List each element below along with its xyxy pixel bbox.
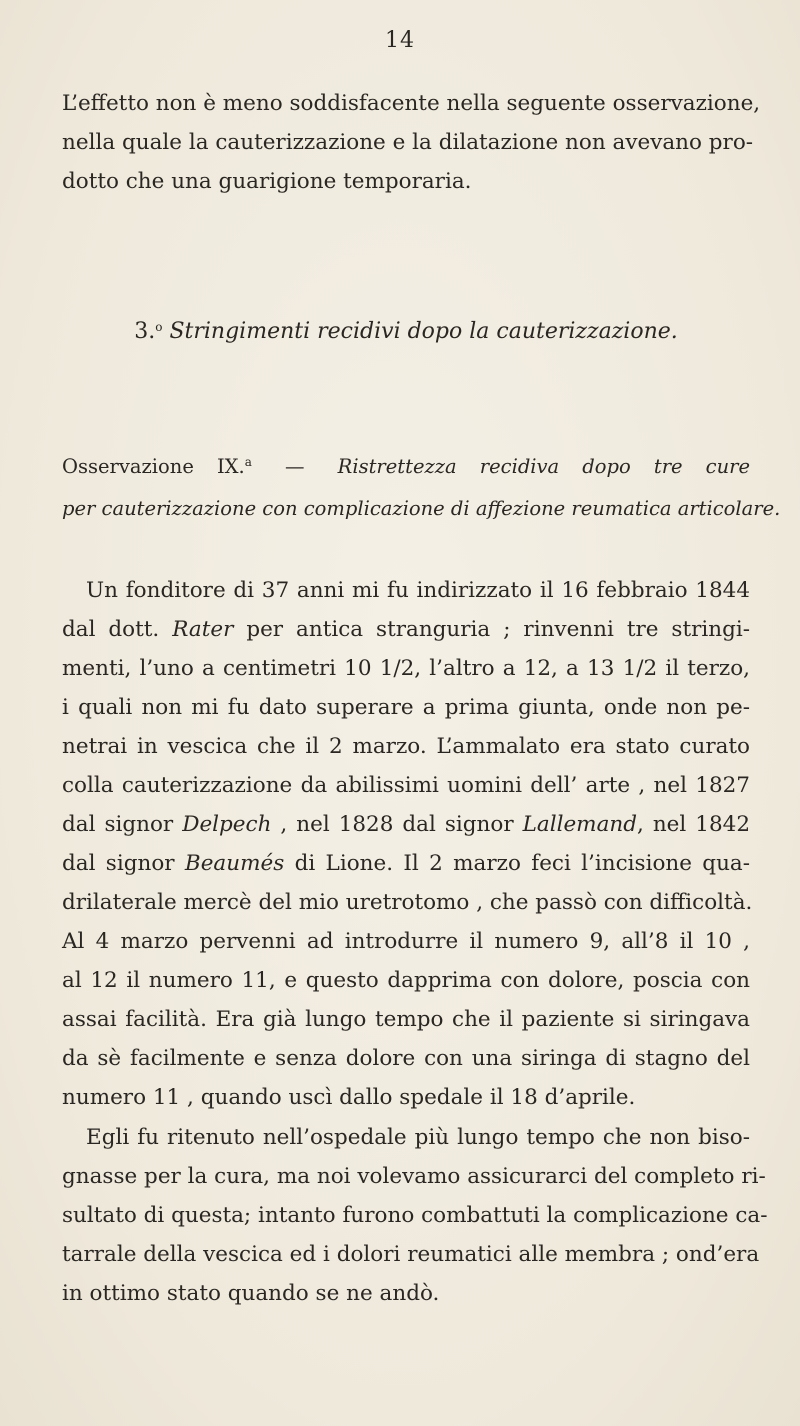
observation-label: Osservazione IX. [62, 455, 245, 478]
text-line: dal signor Delpech , nel 1828 dal signor Lallemand, nel 1842 [62, 812, 750, 837]
text-line: numero 11 , quando uscì dallo spedale il 18 d’aprile. [62, 1085, 636, 1110]
text-line: Egli fu ritenuto nell’ospedale più lungo tempo che non biso- [86, 1125, 750, 1150]
text-line: assai facilità. Era già lungo tempo che il paziente si siringava [62, 1007, 750, 1032]
observation-title: Ristrettezza recidiva dopo tre cure [337, 455, 751, 478]
text-line: dal signor Beaumés di Lione. Il 2 marzo feci l’incisione qua- [62, 851, 750, 876]
observation-heading-line [62, 441, 750, 488]
text-line: nella quale la cauterizzazione e la dilatazione non avevano pro- [62, 130, 754, 155]
person-name: Beaumés [184, 851, 285, 876]
text-line: dotto che una guarigione temporaria. [62, 169, 472, 194]
intro-paragraph [62, 84, 761, 201]
case-paragraph [62, 571, 753, 1117]
text-line: gnasse per la cura, ma noi volevamo assicurarci del completo ri- [62, 1164, 766, 1189]
text-line: menti, l’uno a centimetri 10 1/2, l’altro a 12, a 13 1/2 il terzo, [62, 656, 750, 681]
page-number: 14 [385, 28, 415, 53]
text-line: L’effetto non è meno soddisfacente nella seguente osservazione, [62, 91, 761, 116]
text-line: da sè facilmente e senza dolore con una siringa di stagno del [62, 1046, 750, 1071]
text-line: colla cauterizzazione da abilissimi uomini dell’ arte , nel 1827 [62, 773, 750, 798]
observation-label-sup: a [244, 455, 252, 469]
text-line: drilaterale mercè del mio uretrotomo , che passò con difficoltà. [62, 890, 753, 915]
text-line: i quali non mi fu dato superare a prima giunta, onde non pe- [62, 695, 750, 720]
text-line: sultato di questa; intanto furono combattuti la complicazione ca- [62, 1203, 768, 1228]
text-line: al 12 il numero 11, e questo dapprima con dolore, poscia con [62, 968, 750, 993]
text-line: Un fonditore di 37 anni mi fu indirizzato il 16 febbraio 1844 [86, 578, 750, 603]
section-title: Stringimenti recidivi dopo la cauterizzazione. [169, 319, 678, 344]
text-line: tarrale della vescica ed i dolori reumatici alle membra ; ond’era [62, 1242, 760, 1267]
text-line: in ottimo stato quando se ne andò. [62, 1281, 440, 1306]
person-name: Delpech [182, 812, 272, 837]
closing-paragraph [62, 1118, 768, 1313]
text-line: dal dott. Rater per antica stranguria ; rinvenni tre stringi- [62, 617, 751, 642]
text-line: netrai in vescica che il 2 marzo. L’ammalato era stato curato [62, 734, 750, 759]
section-number: 3. [134, 319, 156, 344]
observation-title-continued: per cauterizzazione con complicazione di affezione reumatica articolare. [62, 497, 781, 520]
text-line: Al 4 marzo pervenni ad introdurre il numero 9, all’8 il 10 , [62, 929, 750, 954]
section-number-degree: o [155, 320, 163, 334]
observation-heading [62, 441, 781, 530]
section-heading [62, 319, 750, 344]
person-name: Rater [172, 617, 234, 642]
observation-dash: — [285, 455, 305, 478]
person-name: Lallemand [522, 812, 637, 837]
